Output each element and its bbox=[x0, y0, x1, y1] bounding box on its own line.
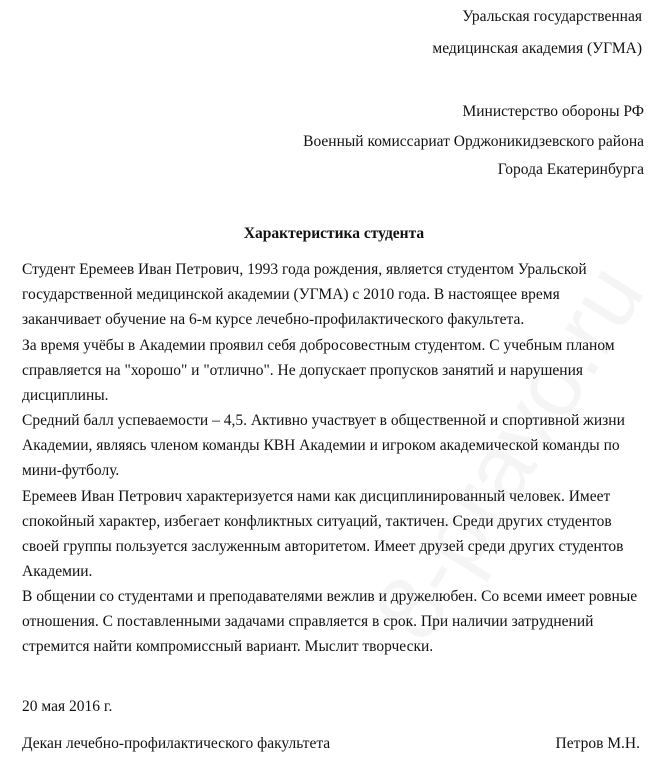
paragraph-4: Еремеев Иван Петрович характеризуется нами как дисциплинированный человек. Имеет спокойный характер, избегает конфликтных ситуаций, тактичен. Среди других студентов своей группы пользуется заслуженным авторитетом. Имеет друзей среди других студентов Академии. bbox=[22, 488, 624, 580]
paragraph-3: Средний балл успеваемости – 4,5. Активно участвует в общественной и спортивной жизни Академии, являясь членом команды КВН Академии и игроком академической команды по мини-футболу. bbox=[22, 412, 625, 479]
header-line-recipient-1: Министерство обороны РФ bbox=[462, 103, 644, 120]
header-line-institution-1: Уральская государственная bbox=[462, 8, 642, 25]
page-title: Характеристика студента bbox=[243, 225, 425, 242]
header-line-institution-2: медицинская академия (УГМА) bbox=[432, 40, 642, 57]
paragraph-2: За время учёбы в Академии проявил себя добросовестным студентом. С учебным планом справляется на "хорошо" и "отлично". Не допускает пропусков занятий и нарушения дисциплины. bbox=[22, 337, 615, 404]
signature-name: Петров М.Н. bbox=[555, 735, 640, 752]
document-date: 20 мая 2016 г. bbox=[22, 698, 113, 715]
header-line-recipient-2: Военный комиссариат Орджоникидзевского района bbox=[303, 133, 644, 150]
header-line-recipient-3: Города Екатеринбурга bbox=[497, 161, 644, 178]
paragraph-5: В общении со студентами и преподавателями вежлив и дружелюбен. Со всеми имеет ровные отношения. С поставленными задачами справляется в срок. При наличии затруднений стремится найти компромиссный вариант. Мыслит творчески. bbox=[22, 588, 638, 655]
signature-position: Декан лечебно-профилактического факультета bbox=[22, 735, 331, 752]
paragraph-1: Студент Еремеев Иван Петрович, 1993 года рождения, является студентом Уральской государственной медицинской академии (УГМА) с 2010 года. В настоящее время заканчивает обучение на 6-м курсе лечебно-профилактического факультета. bbox=[22, 261, 587, 328]
